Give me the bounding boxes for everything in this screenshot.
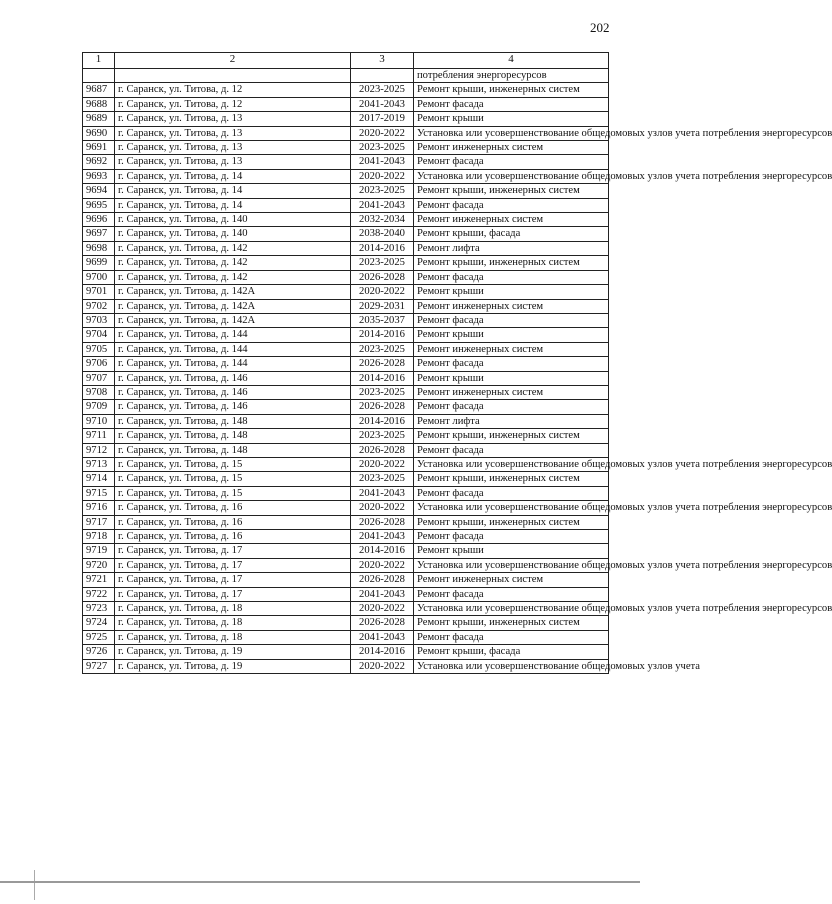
- row-number: 9695: [83, 198, 115, 212]
- row-work-type: Ремонт фасада: [414, 587, 609, 601]
- row-number: 9713: [83, 457, 115, 471]
- row-work-type: Ремонт крыши: [414, 285, 609, 299]
- row-period: 2041-2043: [351, 155, 414, 169]
- table-row: [83, 69, 609, 83]
- row-address: г. Саранск, ул. Титова, д. 14: [115, 198, 351, 212]
- row-address: г. Саранск, ул. Титова, д. 142А: [115, 313, 351, 327]
- row-work-type: Установка или усовершенствование общедомовых узлов учета потребления энергоресурсов: [414, 602, 609, 616]
- row-number: 9711: [83, 429, 115, 443]
- row-period: 2014-2016: [351, 414, 414, 428]
- row-work-type: Ремонт инженерных систем: [414, 299, 609, 313]
- table-row: [83, 213, 609, 227]
- row-period: 2020-2022: [351, 457, 414, 471]
- row-address: г. Саранск, ул. Титова, д. 19: [115, 645, 351, 659]
- row-work-type: Ремонт крыши: [414, 371, 609, 385]
- row-period: 2041-2043: [351, 587, 414, 601]
- row-number: 9720: [83, 558, 115, 572]
- page-number: 202: [590, 20, 610, 35]
- row-period: 2017-2019: [351, 112, 414, 126]
- scan-margin-mark: [34, 870, 35, 900]
- row-number: 9719: [83, 544, 115, 558]
- row-work-type: Ремонт крыши, фасада: [414, 645, 609, 659]
- row-address: г. Саранск, ул. Титова, д. 15: [115, 486, 351, 500]
- table-row: [83, 155, 609, 169]
- row-period: 2041-2043: [351, 486, 414, 500]
- row-period: 2041-2043: [351, 630, 414, 644]
- row-period: 2020-2022: [351, 501, 414, 515]
- row-number: 9702: [83, 299, 115, 313]
- table-row: [83, 313, 609, 327]
- table-row: [83, 443, 609, 457]
- row-period: 2020-2022: [351, 659, 414, 673]
- row-number: 9709: [83, 400, 115, 414]
- row-number: 9727: [83, 659, 115, 673]
- row-address: г. Саранск, ул. Титова, д. 148: [115, 429, 351, 443]
- table-row: [83, 645, 609, 659]
- table-row: [83, 241, 609, 255]
- row-address: г. Саранск, ул. Титова, д. 18: [115, 602, 351, 616]
- row-address: г. Саранск, ул. Титова, д. 16: [115, 501, 351, 515]
- row-number: 9693: [83, 169, 115, 183]
- row-address: г. Саранск, ул. Титова, д. 14: [115, 184, 351, 198]
- header-col-4: 4: [414, 53, 609, 69]
- table-row: [83, 602, 609, 616]
- row-work-type: Ремонт крыши, инженерных систем: [414, 184, 609, 198]
- table-row: [83, 97, 609, 111]
- table-row: [83, 544, 609, 558]
- row-number: 9708: [83, 385, 115, 399]
- row-work-type: Ремонт фасада: [414, 155, 609, 169]
- row-address: [115, 69, 351, 83]
- row-address: г. Саранск, ул. Титова, д. 15: [115, 472, 351, 486]
- row-number: 9692: [83, 155, 115, 169]
- row-period: 2014-2016: [351, 645, 414, 659]
- header-col-1: 1: [83, 53, 115, 69]
- table-row: [83, 659, 609, 673]
- row-address: г. Саранск, ул. Титова, д. 144: [115, 357, 351, 371]
- row-address: г. Саранск, ул. Титова, д. 15: [115, 457, 351, 471]
- row-work-type: Ремонт фасада: [414, 530, 609, 544]
- row-work-type: Ремонт фасада: [414, 443, 609, 457]
- row-address: г. Саранск, ул. Титова, д. 142: [115, 241, 351, 255]
- row-work-type: Ремонт крыши, инженерных систем: [414, 472, 609, 486]
- row-address: г. Саранск, ул. Титова, д. 13: [115, 155, 351, 169]
- row-work-type: Установка или усовершенствование общедомовых узлов учета потребления энергоресурсов: [414, 126, 609, 140]
- table-row: [83, 616, 609, 630]
- table-row: [83, 342, 609, 356]
- row-address: г. Саранск, ул. Титова, д. 142: [115, 256, 351, 270]
- row-period: 2041-2043: [351, 530, 414, 544]
- table-row: [83, 126, 609, 140]
- row-address: г. Саранск, ул. Титова, д. 17: [115, 558, 351, 572]
- row-work-type: Ремонт крыши, инженерных систем: [414, 616, 609, 630]
- row-work-type: Ремонт крыши: [414, 544, 609, 558]
- row-address: г. Саранск, ул. Титова, д. 18: [115, 630, 351, 644]
- row-address: г. Саранск, ул. Титова, д. 148: [115, 414, 351, 428]
- row-number: 9691: [83, 141, 115, 155]
- row-work-type: Ремонт фасада: [414, 400, 609, 414]
- table-header-row: [83, 53, 609, 69]
- row-period: 2035-2037: [351, 313, 414, 327]
- row-work-type: Ремонт крыши, инженерных систем: [414, 515, 609, 529]
- row-work-type: Ремонт крыши: [414, 328, 609, 342]
- row-number: 9716: [83, 501, 115, 515]
- table-row: [83, 414, 609, 428]
- row-work-type: Ремонт крыши, инженерных систем: [414, 429, 609, 443]
- table-row: [83, 486, 609, 500]
- row-period: 2014-2016: [351, 241, 414, 255]
- row-work-type: Ремонт фасада: [414, 357, 609, 371]
- row-work-type: Ремонт инженерных систем: [414, 573, 609, 587]
- table-row: [83, 573, 609, 587]
- row-address: г. Саранск, ул. Титова, д. 16: [115, 515, 351, 529]
- row-number: 9712: [83, 443, 115, 457]
- row-number: 9707: [83, 371, 115, 385]
- row-period: 2023-2025: [351, 429, 414, 443]
- row-period: 2026-2028: [351, 357, 414, 371]
- table-row: [83, 515, 609, 529]
- row-address: г. Саранск, ул. Титова, д. 18: [115, 616, 351, 630]
- row-address: г. Саранск, ул. Титова, д. 17: [115, 544, 351, 558]
- row-address: г. Саранск, ул. Титова, д. 148: [115, 443, 351, 457]
- row-work-type: Установка или усовершенствование общедомовых узлов учета потребления энергоресурсов: [414, 169, 609, 183]
- row-number: 9722: [83, 587, 115, 601]
- row-address: г. Саранск, ул. Титова, д. 12: [115, 83, 351, 97]
- row-period: 2020-2022: [351, 558, 414, 572]
- row-work-type: Ремонт лифта: [414, 241, 609, 255]
- row-work-type: Установка или усовершенствование общедомовых узлов учета потребления энергоресурсов: [414, 457, 609, 471]
- table-row: [83, 587, 609, 601]
- row-period: 2023-2025: [351, 256, 414, 270]
- row-work-type: Установка или усовершенствование общедомовых узлов учета потребления энергоресурсов: [414, 558, 609, 572]
- row-number: 9687: [83, 83, 115, 97]
- table-row: [83, 630, 609, 644]
- row-number: 9710: [83, 414, 115, 428]
- table-row: [83, 227, 609, 241]
- row-period: 2026-2028: [351, 270, 414, 284]
- row-work-type: Ремонт фасада: [414, 486, 609, 500]
- table-row: [83, 285, 609, 299]
- row-number: 9704: [83, 328, 115, 342]
- row-work-type: Ремонт фасада: [414, 198, 609, 212]
- row-work-type: Ремонт фасада: [414, 630, 609, 644]
- table-row: [83, 385, 609, 399]
- row-period: 2023-2025: [351, 184, 414, 198]
- row-period: 2038-2040: [351, 227, 414, 241]
- header-col-3: 3: [351, 53, 414, 69]
- row-address: г. Саранск, ул. Титова, д. 144: [115, 328, 351, 342]
- row-address: г. Саранск, ул. Титова, д. 13: [115, 141, 351, 155]
- row-address: г. Саранск, ул. Титова, д. 146: [115, 385, 351, 399]
- row-period: 2032-2034: [351, 213, 414, 227]
- row-work-type: Ремонт фасада: [414, 270, 609, 284]
- table-row: [83, 328, 609, 342]
- row-number: 9725: [83, 630, 115, 644]
- row-period: 2023-2025: [351, 472, 414, 486]
- table-row: [83, 112, 609, 126]
- table-row: [83, 83, 609, 97]
- row-number: 9718: [83, 530, 115, 544]
- table-row: [83, 270, 609, 284]
- table-body: [83, 69, 832, 674]
- row-work-type: Ремонт крыши: [414, 112, 609, 126]
- row-address: г. Саранск, ул. Титова, д. 140: [115, 213, 351, 227]
- row-address: г. Саранск, ул. Титова, д. 13: [115, 112, 351, 126]
- row-address: г. Саранск, ул. Титова, д. 142: [115, 270, 351, 284]
- row-work-type: Установка или усовершенствование общедомовых узлов учета: [414, 659, 609, 673]
- row-period: [351, 69, 414, 83]
- row-work-type: Ремонт инженерных систем: [414, 342, 609, 356]
- row-period: 2041-2043: [351, 198, 414, 212]
- row-number: 9705: [83, 342, 115, 356]
- row-address: г. Саранск, ул. Титова, д. 14: [115, 169, 351, 183]
- row-period: 2026-2028: [351, 573, 414, 587]
- table-row: [83, 457, 609, 471]
- table-row: [83, 371, 609, 385]
- row-number: 9689: [83, 112, 115, 126]
- row-number: 9726: [83, 645, 115, 659]
- row-period: 2020-2022: [351, 169, 414, 183]
- scan-bottom-edge: [0, 881, 640, 883]
- row-number: 9699: [83, 256, 115, 270]
- row-number: 9700: [83, 270, 115, 284]
- row-number: 9706: [83, 357, 115, 371]
- row-number: 9696: [83, 213, 115, 227]
- row-work-type: Ремонт лифта: [414, 414, 609, 428]
- table-row: [83, 198, 609, 212]
- row-number: [83, 69, 115, 83]
- row-period: 2020-2022: [351, 602, 414, 616]
- table-row: [83, 184, 609, 198]
- table-row: [83, 472, 609, 486]
- row-number: 9703: [83, 313, 115, 327]
- row-work-type: Ремонт крыши, инженерных систем: [414, 83, 609, 97]
- row-period: 2026-2028: [351, 515, 414, 529]
- row-address: г. Саранск, ул. Титова, д. 16: [115, 530, 351, 544]
- table-row: [83, 169, 609, 183]
- row-address: г. Саранск, ул. Титова, д. 17: [115, 587, 351, 601]
- row-period: 2026-2028: [351, 616, 414, 630]
- row-number: 9717: [83, 515, 115, 529]
- row-period: 2023-2025: [351, 83, 414, 97]
- table-row: [83, 299, 609, 313]
- row-period: 2026-2028: [351, 443, 414, 457]
- row-period: 2020-2022: [351, 285, 414, 299]
- row-number: 9714: [83, 472, 115, 486]
- row-period: 2023-2025: [351, 385, 414, 399]
- row-number: 9698: [83, 241, 115, 255]
- row-address: г. Саранск, ул. Титова, д. 17: [115, 573, 351, 587]
- row-work-type: Ремонт крыши, инженерных систем: [414, 256, 609, 270]
- table-row: [83, 501, 609, 515]
- row-number: 9715: [83, 486, 115, 500]
- row-period: 2020-2022: [351, 126, 414, 140]
- table-row: [83, 256, 609, 270]
- row-work-type: Ремонт фасада: [414, 97, 609, 111]
- row-number: 9724: [83, 616, 115, 630]
- row-address: г. Саранск, ул. Титова, д. 146: [115, 371, 351, 385]
- row-address: г. Саранск, ул. Титова, д. 146: [115, 400, 351, 414]
- row-period: 2023-2025: [351, 342, 414, 356]
- row-period: 2014-2016: [351, 328, 414, 342]
- table-row: [83, 357, 609, 371]
- row-work-type: Установка или усовершенствование общедомовых узлов учета потребления энергоресурсов: [414, 501, 609, 515]
- row-period: 2014-2016: [351, 371, 414, 385]
- row-number: 9701: [83, 285, 115, 299]
- row-address: г. Саранск, ул. Титова, д. 13: [115, 126, 351, 140]
- row-work-type: Ремонт крыши, фасада: [414, 227, 609, 241]
- row-number: 9721: [83, 573, 115, 587]
- row-period: 2026-2028: [351, 400, 414, 414]
- row-address: г. Саранск, ул. Титова, д. 12: [115, 97, 351, 111]
- row-number: 9694: [83, 184, 115, 198]
- row-period: 2029-2031: [351, 299, 414, 313]
- table-row: [83, 141, 609, 155]
- row-address: г. Саранск, ул. Титова, д. 19: [115, 659, 351, 673]
- row-work-type: Ремонт инженерных систем: [414, 141, 609, 155]
- row-work-type: Ремонт инженерных систем: [414, 385, 609, 399]
- row-work-type: Ремонт фасада: [414, 313, 609, 327]
- row-address: г. Саранск, ул. Титова, д. 140: [115, 227, 351, 241]
- table-row: [83, 558, 609, 572]
- row-period: 2014-2016: [351, 544, 414, 558]
- row-period: 2041-2043: [351, 97, 414, 111]
- row-work-type: потребления энергоресурсов: [414, 69, 609, 83]
- table-row: [83, 429, 609, 443]
- row-work-type: Ремонт инженерных систем: [414, 213, 609, 227]
- row-number: 9690: [83, 126, 115, 140]
- row-number: 9697: [83, 227, 115, 241]
- row-address: г. Саранск, ул. Титова, д. 142А: [115, 299, 351, 313]
- table-row: [83, 400, 609, 414]
- table-row: [83, 530, 609, 544]
- row-number: 9688: [83, 97, 115, 111]
- row-address: г. Саранск, ул. Титова, д. 144: [115, 342, 351, 356]
- header-col-2: 2: [115, 53, 351, 69]
- row-address: г. Саранск, ул. Титова, д. 142А: [115, 285, 351, 299]
- registry-table: [82, 52, 832, 674]
- row-period: 2023-2025: [351, 141, 414, 155]
- row-number: 9723: [83, 602, 115, 616]
